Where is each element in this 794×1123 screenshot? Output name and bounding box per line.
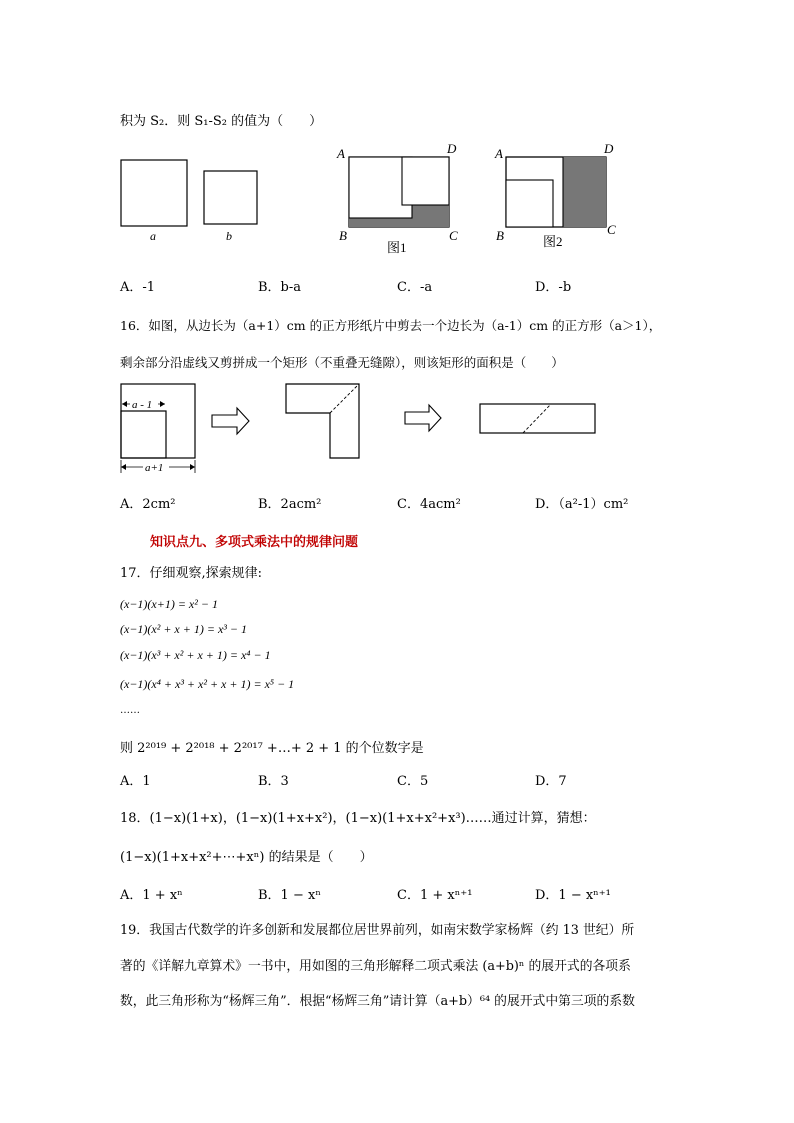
q16-dim-outer-label: a+1	[145, 462, 164, 474]
q16-inner-square	[121, 411, 166, 458]
q19-line3: 数，此三角形称为“杨辉三角”．根据“杨辉三角”请计算（a+b）⁶⁴ 的展开式中第三项的系数	[120, 994, 635, 1009]
q15-option-d: D．-b	[535, 280, 572, 295]
q18-option-b: B．1 − xⁿ	[258, 888, 321, 903]
q16-option-d: D．（a²-1）cm²	[535, 497, 629, 512]
fig2-C: C	[607, 222, 616, 237]
q15-intro: 积为 S₂．则 S₁-S₂ 的值为（ ）	[120, 114, 323, 129]
label-b: b	[226, 229, 232, 243]
q18-option-a: A．1 + xⁿ	[120, 888, 183, 903]
q19-line2: 著的《详解九章算术》一书中，用如图的三角形解释二项式乘法 (a+b)ⁿ 的展开式的各项系	[120, 959, 631, 974]
q16-option-b: B．2acm²	[258, 497, 322, 512]
q18-option-c: C．1 + xⁿ⁺¹	[397, 888, 473, 903]
q15-option-b: B．b-a	[258, 280, 302, 295]
q19-line1: 19．我国古代数学的许多创新和发展都位居世界前列，如南宋数学家杨辉（约 13 世纪）所	[120, 923, 635, 938]
q17-ellipsis: ……	[120, 705, 140, 716]
q15-option-c: C．-a	[397, 280, 433, 295]
fig2-caption: 图2	[543, 234, 563, 249]
q16-figures	[0, 370, 794, 480]
q18-line1: 18．(1−x)(1+x)，(1−x)(1+x+x²)，(1−x)(1+x+x²+x³)……通过计算，猜想：	[120, 811, 596, 826]
fig1-caption: 图1	[387, 240, 407, 255]
fig2-B: B	[496, 228, 504, 243]
q17-option-b: B．3	[258, 774, 289, 789]
q17-option-a: A．1	[120, 774, 151, 789]
label-a: a	[150, 229, 156, 243]
q16-arrow-2	[405, 405, 441, 431]
q17-line1: 17．仔细观察,探索规律:	[120, 566, 263, 581]
square-b	[204, 171, 257, 224]
q15-option-a: A．-1	[120, 280, 156, 295]
fig2-shade	[563, 157, 606, 227]
q16-line2: 剩余部分沿虚线又剪拼成一个矩形（不重叠无缝隙），则该矩形的面积是（ ）	[120, 355, 564, 370]
fig1-D: D	[447, 141, 457, 156]
fig1-A: A	[337, 146, 345, 161]
fig1-square-b	[402, 157, 449, 205]
fig2-A: A	[495, 146, 503, 161]
q17-option-c: C．5	[397, 774, 429, 789]
q16-dim-inner-label: a - 1	[132, 399, 153, 411]
q17-question: 则 2²⁰¹⁹ + 2²⁰¹⁸ + 2²⁰¹⁷ +…+ 2 + 1 的个位数字是	[120, 741, 424, 756]
q16-arrow-1	[212, 408, 249, 434]
fig2-D: D	[604, 141, 614, 156]
q16-option-c: C．4acm²	[397, 497, 461, 512]
section-heading: 知识点九、多项式乘法中的规律问题	[150, 535, 359, 550]
q16-outer-square	[121, 384, 195, 458]
q16-l-cut-line	[330, 384, 359, 413]
q16-result-cut-line	[523, 404, 551, 433]
q17-eq-3: (x−1)(x³ + x² + x + 1) = x⁴ − 1	[120, 648, 271, 662]
fig1-C: C	[449, 228, 458, 243]
q16-option-a: A．2cm²	[120, 497, 176, 512]
q17-option-d: D．7	[535, 774, 567, 789]
q17-eq-2: (x−1)(x² + x + 1) = x³ − 1	[120, 622, 247, 636]
fig1-B: B	[339, 228, 347, 243]
q18-option-d: D．1 − xⁿ⁺¹	[535, 888, 611, 903]
q17-eq-4: (x−1)(x⁴ + x³ + x² + x + 1) = x⁵ − 1	[120, 677, 295, 691]
fig2-square-b	[506, 180, 553, 227]
q17-eq-1: (x−1)(x+1) = x² − 1	[120, 597, 218, 611]
square-a	[121, 160, 187, 226]
q16-line1: 16．如图，从边长为（a+1）cm 的正方形纸片中剪去一个边长为（a-1）cm 的正方形（a＞1），	[120, 318, 662, 333]
q15-figures	[0, 0, 794, 260]
q18-line2: (1−x)(1+x+x²+⋯+xⁿ) 的结果是（ ）	[120, 850, 373, 865]
